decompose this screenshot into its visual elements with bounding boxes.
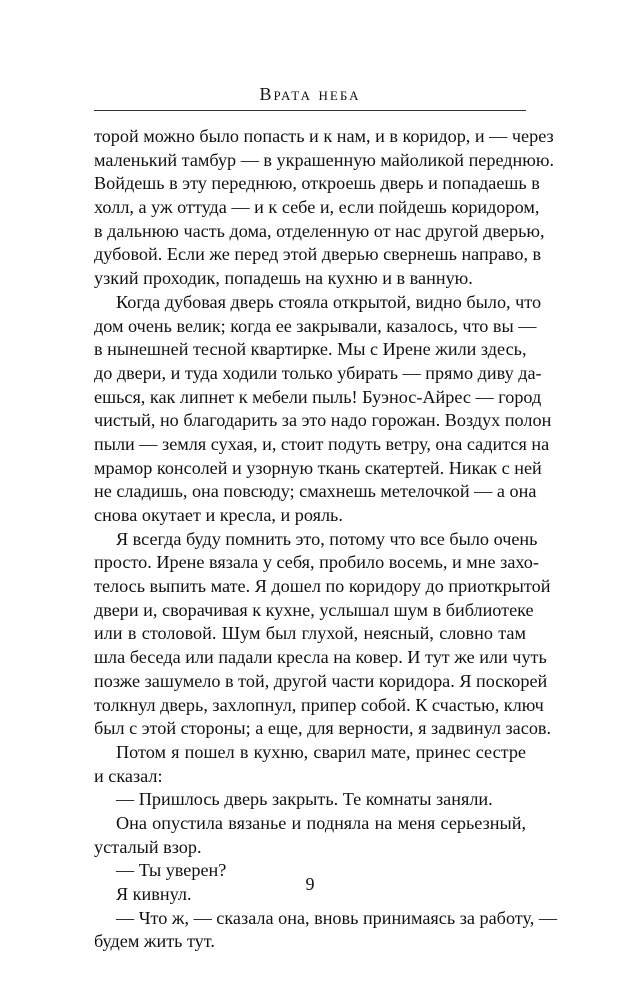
text-line: в дальнюю часть дома, отделенную от нас другой дверью, bbox=[94, 220, 545, 241]
text-line: или в столовой. Шум был глухой, неясный, словно там bbox=[94, 623, 526, 644]
text-line: — Что ж, — сказала она, вновь принимаясь за работу, — bbox=[116, 907, 558, 928]
text-line: до двери, и туда ходили только убирать — прямо диву да- bbox=[94, 362, 542, 383]
text-line: телось выпить мате. Я дошел по коридору до приоткрытой bbox=[94, 576, 551, 597]
text-line: — Ты уверен? bbox=[116, 860, 227, 881]
text-line: Я кивнул. bbox=[116, 884, 192, 904]
running-head: Врата неба bbox=[259, 84, 361, 104]
text-line: Потом я пошел в кухню, сварил мате, принес сестре bbox=[116, 741, 526, 762]
text-line: в нынешней тесной квартирке. Мы с Ирене жили здесь, bbox=[94, 339, 527, 360]
text-line: — Пришлось дверь закрыть. Те комнаты заняли. bbox=[116, 789, 493, 810]
text-line: чистый, но благодарить за это надо горожан. Воздух полон bbox=[94, 410, 552, 431]
text-line: холл, а уж оттуда — и к себе и, если пойдешь коридором, bbox=[94, 197, 540, 218]
text-line: узкий проходик, попадешь на кухню и в ванную. bbox=[94, 268, 473, 289]
text-line: толкнул дверь, захлопнул, припер собой. К счастью, ключ bbox=[94, 694, 544, 715]
text-line: Когда дубовая дверь стояла открытой, видно было, что bbox=[116, 291, 542, 312]
text-line: был с этой стороны; а еще, для верности, я задвинул засов. bbox=[94, 718, 552, 739]
text-line: пыли — земля сухая, и, стоит подуть ветру, она садится на bbox=[94, 433, 550, 454]
text-line: дом очень велик; когда ее закрывали, казалось, что вы — bbox=[94, 315, 537, 336]
text-line: позже зашумело в той, другой части коридора. Я поскорей bbox=[94, 670, 548, 691]
text-line: усталый взор. bbox=[94, 836, 202, 857]
text-line: Войдешь в эту переднюю, откроешь дверь и попадаешь в bbox=[94, 173, 540, 194]
text-line: мрамор консолей и узорную ткань скатертей. Никак с ней bbox=[94, 457, 542, 478]
text-line: двери и, сворачивая к кухне, услышал шум в библиотеке bbox=[94, 599, 534, 620]
text-line: дубовой. Если же перед этой дверью свернешь направо, в bbox=[94, 244, 542, 265]
text-line: и сказал: bbox=[94, 765, 163, 786]
page-number: 9 bbox=[305, 874, 315, 894]
header-rule bbox=[94, 110, 526, 111]
text-line: ешься, как липнет к мебели пыль! Буэнос-Айрес — город bbox=[94, 386, 542, 407]
text-line: маленький тамбур — в украшенную майоликой переднюю. bbox=[94, 149, 555, 170]
text-line: торой можно было попасть и к нам, и в коридор, и — через bbox=[94, 126, 554, 146]
text-line: будем жить тут. bbox=[94, 931, 215, 952]
body-text bbox=[94, 125, 558, 954]
text-line: Я всегда буду помнить это, потому что все было очень bbox=[116, 528, 538, 549]
text-line: Она опустила вязанье и подняла на меня серьезный, bbox=[116, 812, 526, 833]
text-line: шла беседа или падали кресла на ковер. И тут же или чуть bbox=[94, 647, 547, 668]
text-line: снова окутает и кресла, и рояль. bbox=[94, 505, 343, 525]
text-line: не сладишь, она повсюду; смахнешь метелочкой — а она bbox=[94, 481, 537, 502]
text-line: просто. Ирене вязала у себя, пробило восемь, и мне захо- bbox=[94, 552, 539, 573]
